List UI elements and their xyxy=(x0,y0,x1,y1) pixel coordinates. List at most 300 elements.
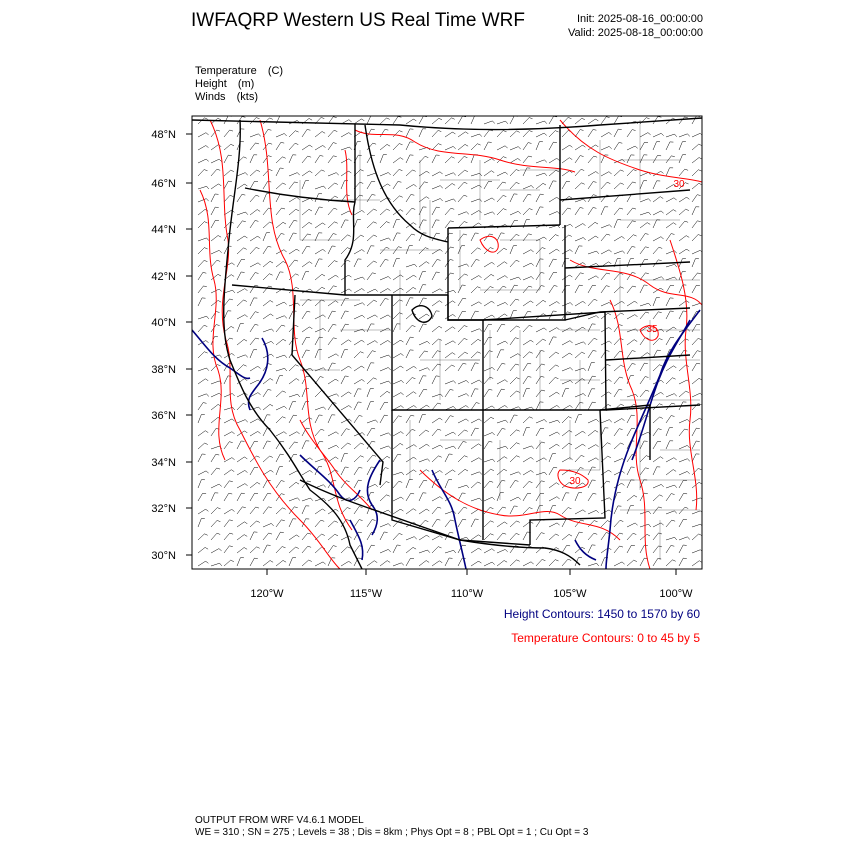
wind-barb xyxy=(562,545,570,553)
wind-barb xyxy=(627,170,637,177)
wind-barb xyxy=(497,522,507,527)
wind-barb xyxy=(627,351,636,358)
wind-barb xyxy=(692,441,700,449)
wind-barb xyxy=(523,508,533,515)
wind-barb xyxy=(549,212,560,216)
wind-barb xyxy=(575,415,582,423)
wind-barb xyxy=(666,298,674,306)
wind-barb xyxy=(211,520,220,527)
wind-barb xyxy=(250,236,260,241)
wind-barb xyxy=(588,251,599,254)
wind-barb xyxy=(406,378,415,385)
wind-barb xyxy=(419,262,429,267)
wind-barb xyxy=(653,507,662,514)
wind-barb xyxy=(575,118,585,124)
wind-barb xyxy=(510,147,521,150)
wind-barb xyxy=(588,316,599,319)
wind-barb xyxy=(354,507,363,514)
wind-barb xyxy=(263,493,271,501)
wind-barb xyxy=(471,276,482,281)
wind-barb xyxy=(562,303,573,306)
wind-barb xyxy=(263,233,270,241)
wind-barb xyxy=(484,481,493,488)
wind-barb xyxy=(211,220,219,228)
wind-barb xyxy=(484,287,494,294)
wind-barb xyxy=(510,456,520,462)
wind-barb xyxy=(354,366,364,371)
wind-barb xyxy=(315,274,325,280)
wind-barb xyxy=(692,207,699,215)
wind-barb xyxy=(445,132,455,137)
wind-barb xyxy=(380,315,391,319)
lat-label: 40°N xyxy=(151,317,176,329)
wind-barb xyxy=(627,315,638,319)
wind-barb xyxy=(406,547,416,553)
model-settings: WE = 310 ; SN = 275 ; Levels = 38 ; Dis = 8km ; Phys Opt = 8 ; PBL Opt = 1 ; Cu Opt = 3 xyxy=(195,827,589,838)
wind-barb xyxy=(549,272,557,280)
wind-barb xyxy=(354,389,361,397)
wind-barb xyxy=(588,533,597,540)
wind-barb xyxy=(367,129,375,137)
wind-barb xyxy=(653,417,663,423)
wind-barb xyxy=(601,273,610,280)
wind-barb xyxy=(536,133,547,137)
wind-barb xyxy=(549,235,559,241)
wind-barb xyxy=(393,220,400,228)
wind-barb xyxy=(640,303,651,306)
wind-barb xyxy=(211,429,219,437)
wind-barb xyxy=(393,169,402,176)
wind-barb xyxy=(393,416,402,423)
wind-barb xyxy=(250,298,257,306)
wind-barb xyxy=(510,158,521,163)
wind-barb xyxy=(471,444,481,449)
wind-barb xyxy=(588,445,599,449)
wind-barb xyxy=(562,208,571,215)
wind-barb xyxy=(549,497,560,501)
wind-barb xyxy=(276,142,284,150)
wind-barb xyxy=(198,415,205,423)
wind-barb xyxy=(601,250,612,254)
wind-barb xyxy=(328,275,338,280)
wind-barb xyxy=(458,264,469,267)
wind-barb xyxy=(497,389,505,397)
wind-barb xyxy=(224,442,233,449)
wind-barb xyxy=(289,131,299,137)
wind-barb xyxy=(458,182,467,189)
wind-barb xyxy=(523,493,531,501)
wind-barb xyxy=(341,350,348,358)
wind-barb xyxy=(614,143,622,151)
wind-barb xyxy=(328,534,338,540)
wind-barb xyxy=(406,298,413,306)
lat-label: 48°N xyxy=(151,129,176,141)
wind-barb xyxy=(640,363,648,371)
wind-barb xyxy=(419,285,426,293)
wind-barb xyxy=(419,561,429,567)
wind-barb xyxy=(354,352,364,358)
wind-barb xyxy=(510,194,517,202)
wind-barb xyxy=(679,134,690,137)
wind-barb xyxy=(250,170,260,176)
wind-barb xyxy=(393,443,403,449)
wind-barb xyxy=(666,134,677,137)
wind-barb xyxy=(432,519,440,527)
wind-barb xyxy=(276,520,285,527)
wind-barb xyxy=(523,446,534,449)
wind-barb xyxy=(497,276,508,280)
wind-barb xyxy=(250,431,261,436)
wind-barb xyxy=(393,313,403,319)
wind-barb xyxy=(471,144,481,150)
lon-label: 110°W xyxy=(450,588,484,600)
wind-barb xyxy=(536,390,545,397)
wind-barb xyxy=(497,248,507,254)
wind-barb xyxy=(198,170,208,177)
wind-barb xyxy=(263,523,274,527)
wind-barb xyxy=(510,170,520,177)
wind-barb xyxy=(406,170,416,176)
wind-barb xyxy=(432,403,441,410)
wind-barb xyxy=(289,220,297,228)
wind-barb xyxy=(380,549,391,553)
wind-barb xyxy=(471,287,481,293)
wind-barb xyxy=(562,181,570,189)
wind-barb xyxy=(536,472,547,475)
wind-barb xyxy=(549,432,560,436)
wind-barb xyxy=(354,456,364,462)
wind-barb xyxy=(497,182,506,189)
wind-barb xyxy=(614,208,623,215)
wind-barb xyxy=(497,380,508,384)
wind-barb xyxy=(601,286,610,293)
wind-barb xyxy=(276,547,286,554)
wind-barb xyxy=(484,441,492,449)
wind-barb xyxy=(380,433,391,436)
wind-barb xyxy=(601,225,612,228)
wind-barb xyxy=(575,327,585,332)
wind-barb xyxy=(445,327,455,332)
wind-barb xyxy=(653,533,662,540)
wind-barb xyxy=(224,533,233,540)
wind-barb xyxy=(510,497,521,501)
wind-barb xyxy=(549,454,556,462)
wind-barb xyxy=(549,467,557,475)
wind-barb xyxy=(380,289,391,294)
wind-barb xyxy=(250,547,260,553)
wind-barb xyxy=(198,519,205,527)
wind-barb xyxy=(692,454,699,462)
wind-barb xyxy=(510,533,519,540)
wind-barb xyxy=(393,432,404,436)
wind-barb xyxy=(627,480,634,488)
wind-barb xyxy=(653,288,663,293)
wind-barb xyxy=(614,429,623,436)
wind-barb xyxy=(198,443,208,449)
wind-barb xyxy=(614,351,623,358)
wind-barb xyxy=(471,535,481,540)
wind-barb xyxy=(445,233,453,241)
wind-barb xyxy=(523,377,531,385)
wind-barb xyxy=(679,249,689,254)
wind-barb xyxy=(549,158,559,163)
wind-barb xyxy=(250,221,258,229)
wind-barb xyxy=(393,354,404,359)
wind-barb xyxy=(692,133,703,137)
wind-barb xyxy=(263,480,271,488)
wind-barb xyxy=(523,168,530,176)
wind-barb xyxy=(341,275,351,280)
wind-barb xyxy=(614,183,624,189)
wind-barb xyxy=(666,520,675,527)
wind-barb xyxy=(458,116,466,124)
wind-barb xyxy=(445,550,456,553)
wind-barb xyxy=(198,159,209,163)
wind-barb xyxy=(393,182,401,190)
wind-barb xyxy=(250,366,261,371)
wind-barb xyxy=(575,301,586,306)
wind-barb xyxy=(224,432,235,436)
wind-barb xyxy=(198,286,207,293)
wind-barb xyxy=(237,420,248,423)
wind-barb xyxy=(471,260,479,268)
wind-barb xyxy=(445,341,456,345)
wind-barb xyxy=(198,352,208,358)
lat-label: 42°N xyxy=(151,271,176,283)
wind-barb xyxy=(315,170,325,176)
wind-barb xyxy=(276,234,284,242)
wind-barb xyxy=(198,403,207,410)
wind-barb xyxy=(289,558,296,566)
county-boundaries xyxy=(300,120,700,560)
wind-barb xyxy=(510,277,521,280)
wind-barb xyxy=(419,430,429,436)
wind-barb xyxy=(536,194,544,202)
wind-barb xyxy=(666,198,677,202)
wind-barb xyxy=(289,365,299,371)
wind-barb xyxy=(445,173,456,176)
wind-barb xyxy=(549,534,559,540)
wind-barb xyxy=(341,467,349,475)
wind-barb xyxy=(666,251,677,254)
wind-barb xyxy=(549,249,559,254)
wind-barb xyxy=(237,493,245,501)
wind-barb xyxy=(653,441,661,449)
wind-barb xyxy=(289,233,297,241)
wind-barb xyxy=(562,341,573,345)
wind-barb xyxy=(692,511,703,514)
wind-barb xyxy=(328,445,339,449)
wind-barb xyxy=(627,415,635,423)
wind-barb xyxy=(523,186,534,190)
wind-barb xyxy=(692,363,700,371)
wind-barb xyxy=(666,537,677,540)
wind-barb xyxy=(302,299,311,306)
wind-barb xyxy=(497,233,505,241)
wind-barb xyxy=(328,394,339,397)
wind-barb xyxy=(549,116,557,124)
wind-barb xyxy=(224,407,235,410)
wind-barb xyxy=(224,130,233,137)
wind-barb xyxy=(406,509,416,514)
wind-barb xyxy=(458,430,468,436)
wind-barb xyxy=(471,248,481,254)
wind-barb xyxy=(497,146,508,150)
wind-barb xyxy=(393,563,404,566)
wind-barb xyxy=(380,173,391,177)
wind-barb xyxy=(640,441,648,449)
wind-barb xyxy=(679,209,689,215)
wind-barb xyxy=(198,561,208,566)
wind-barb xyxy=(471,458,482,462)
wind-barb xyxy=(328,338,337,345)
wind-barb xyxy=(198,260,207,267)
wind-barb xyxy=(640,142,648,150)
wind-barb xyxy=(679,459,690,462)
wind-barb xyxy=(497,286,506,293)
wind-barb xyxy=(484,234,493,241)
wind-barb xyxy=(380,482,389,489)
wind-barb xyxy=(679,480,687,488)
state-boundaries xyxy=(192,118,702,569)
wind-barb xyxy=(536,183,546,189)
wind-barb xyxy=(276,339,286,345)
wind-barb xyxy=(289,143,298,150)
wind-barb xyxy=(380,561,390,566)
wind-barb xyxy=(380,238,391,241)
wind-barb xyxy=(471,403,480,410)
wind-barb xyxy=(601,146,612,150)
wind-barb xyxy=(302,272,309,280)
wind-barb xyxy=(536,520,544,528)
wind-barb xyxy=(523,481,532,488)
wind-barb xyxy=(536,481,545,488)
wind-barb xyxy=(640,155,647,163)
wind-barb xyxy=(627,329,638,332)
wind-barb xyxy=(302,171,312,176)
wind-barb xyxy=(471,339,481,345)
wind-barb xyxy=(588,324,596,332)
wind-barb xyxy=(692,351,701,358)
wind-barb xyxy=(198,325,207,332)
wind-barb xyxy=(575,224,586,229)
wind-barb xyxy=(549,170,559,176)
wind-barb xyxy=(250,338,259,345)
wind-barb xyxy=(276,532,284,540)
wind-barb xyxy=(575,246,582,254)
wind-barb xyxy=(354,210,365,215)
wind-barb xyxy=(341,454,348,462)
wind-barb xyxy=(341,220,348,228)
wind-barb xyxy=(627,560,637,566)
wind-barb xyxy=(510,560,520,566)
wind-barb xyxy=(406,337,414,345)
wind-barb xyxy=(692,534,702,540)
wind-barb xyxy=(328,415,335,423)
wind-barb xyxy=(341,406,352,411)
wind-barb xyxy=(432,220,439,228)
wind-barb xyxy=(445,247,454,254)
wind-barb xyxy=(679,419,690,423)
wind-barb xyxy=(523,194,531,202)
wind-barb xyxy=(341,147,352,150)
wind-barb xyxy=(341,133,352,137)
wind-barb xyxy=(484,142,492,150)
wind-barb xyxy=(250,467,258,475)
wind-barb xyxy=(367,561,377,566)
wind-barb xyxy=(198,471,209,475)
wind-barb xyxy=(289,547,299,553)
wind-barb xyxy=(393,259,400,267)
wind-barb xyxy=(510,285,518,293)
wind-barb xyxy=(276,376,283,384)
wind-barb xyxy=(627,259,634,267)
wind-barb xyxy=(289,442,298,449)
wind-barb xyxy=(588,493,596,501)
wind-barb xyxy=(562,534,572,540)
longitude-axis xyxy=(250,588,693,600)
wind-barb xyxy=(601,521,611,527)
wind-barb xyxy=(432,207,440,215)
wind-barb xyxy=(354,329,365,332)
wind-barb xyxy=(224,144,234,150)
wind-barb xyxy=(432,301,442,306)
lat-label: 38°N xyxy=(151,364,176,376)
wind-barb xyxy=(315,315,326,319)
wind-barb xyxy=(237,236,247,241)
wind-barb xyxy=(497,493,504,501)
wind-barb xyxy=(302,145,312,150)
wind-barb xyxy=(328,286,337,293)
wind-barb xyxy=(445,480,452,488)
wind-barb xyxy=(315,223,325,228)
wind-barb xyxy=(471,116,478,124)
wind-barb xyxy=(354,467,362,475)
wind-barb xyxy=(471,233,479,241)
wind-barb xyxy=(224,170,234,176)
wind-barb xyxy=(458,285,466,293)
wind-barb xyxy=(393,324,400,332)
wind-barb xyxy=(224,560,234,566)
wind-barb xyxy=(302,350,310,358)
wind-barb xyxy=(419,197,429,202)
wind-barb xyxy=(549,181,556,189)
wind-barb xyxy=(614,220,621,228)
contour-labels xyxy=(569,179,685,487)
lat-label: 30°N xyxy=(151,550,176,562)
wind-barb xyxy=(367,428,375,436)
wind-barb xyxy=(627,130,636,137)
wind-barb xyxy=(562,250,573,254)
wind-barb xyxy=(458,469,468,475)
wind-barb xyxy=(510,415,518,423)
wind-barb xyxy=(237,194,245,202)
wind-barb xyxy=(692,183,702,189)
wind-barb xyxy=(237,300,247,306)
wind-barb xyxy=(510,506,518,514)
wind-barb xyxy=(198,146,209,151)
wind-barb xyxy=(549,302,560,307)
wind-barb xyxy=(640,223,650,228)
wind-barb xyxy=(588,276,599,280)
wind-barb xyxy=(263,118,273,124)
lon-label: 105°W xyxy=(553,588,587,600)
wind-barb xyxy=(315,233,322,241)
wind-barb xyxy=(536,207,543,215)
wind-barb xyxy=(419,480,427,488)
wind-barb xyxy=(666,378,676,384)
wind-barb xyxy=(692,250,703,254)
